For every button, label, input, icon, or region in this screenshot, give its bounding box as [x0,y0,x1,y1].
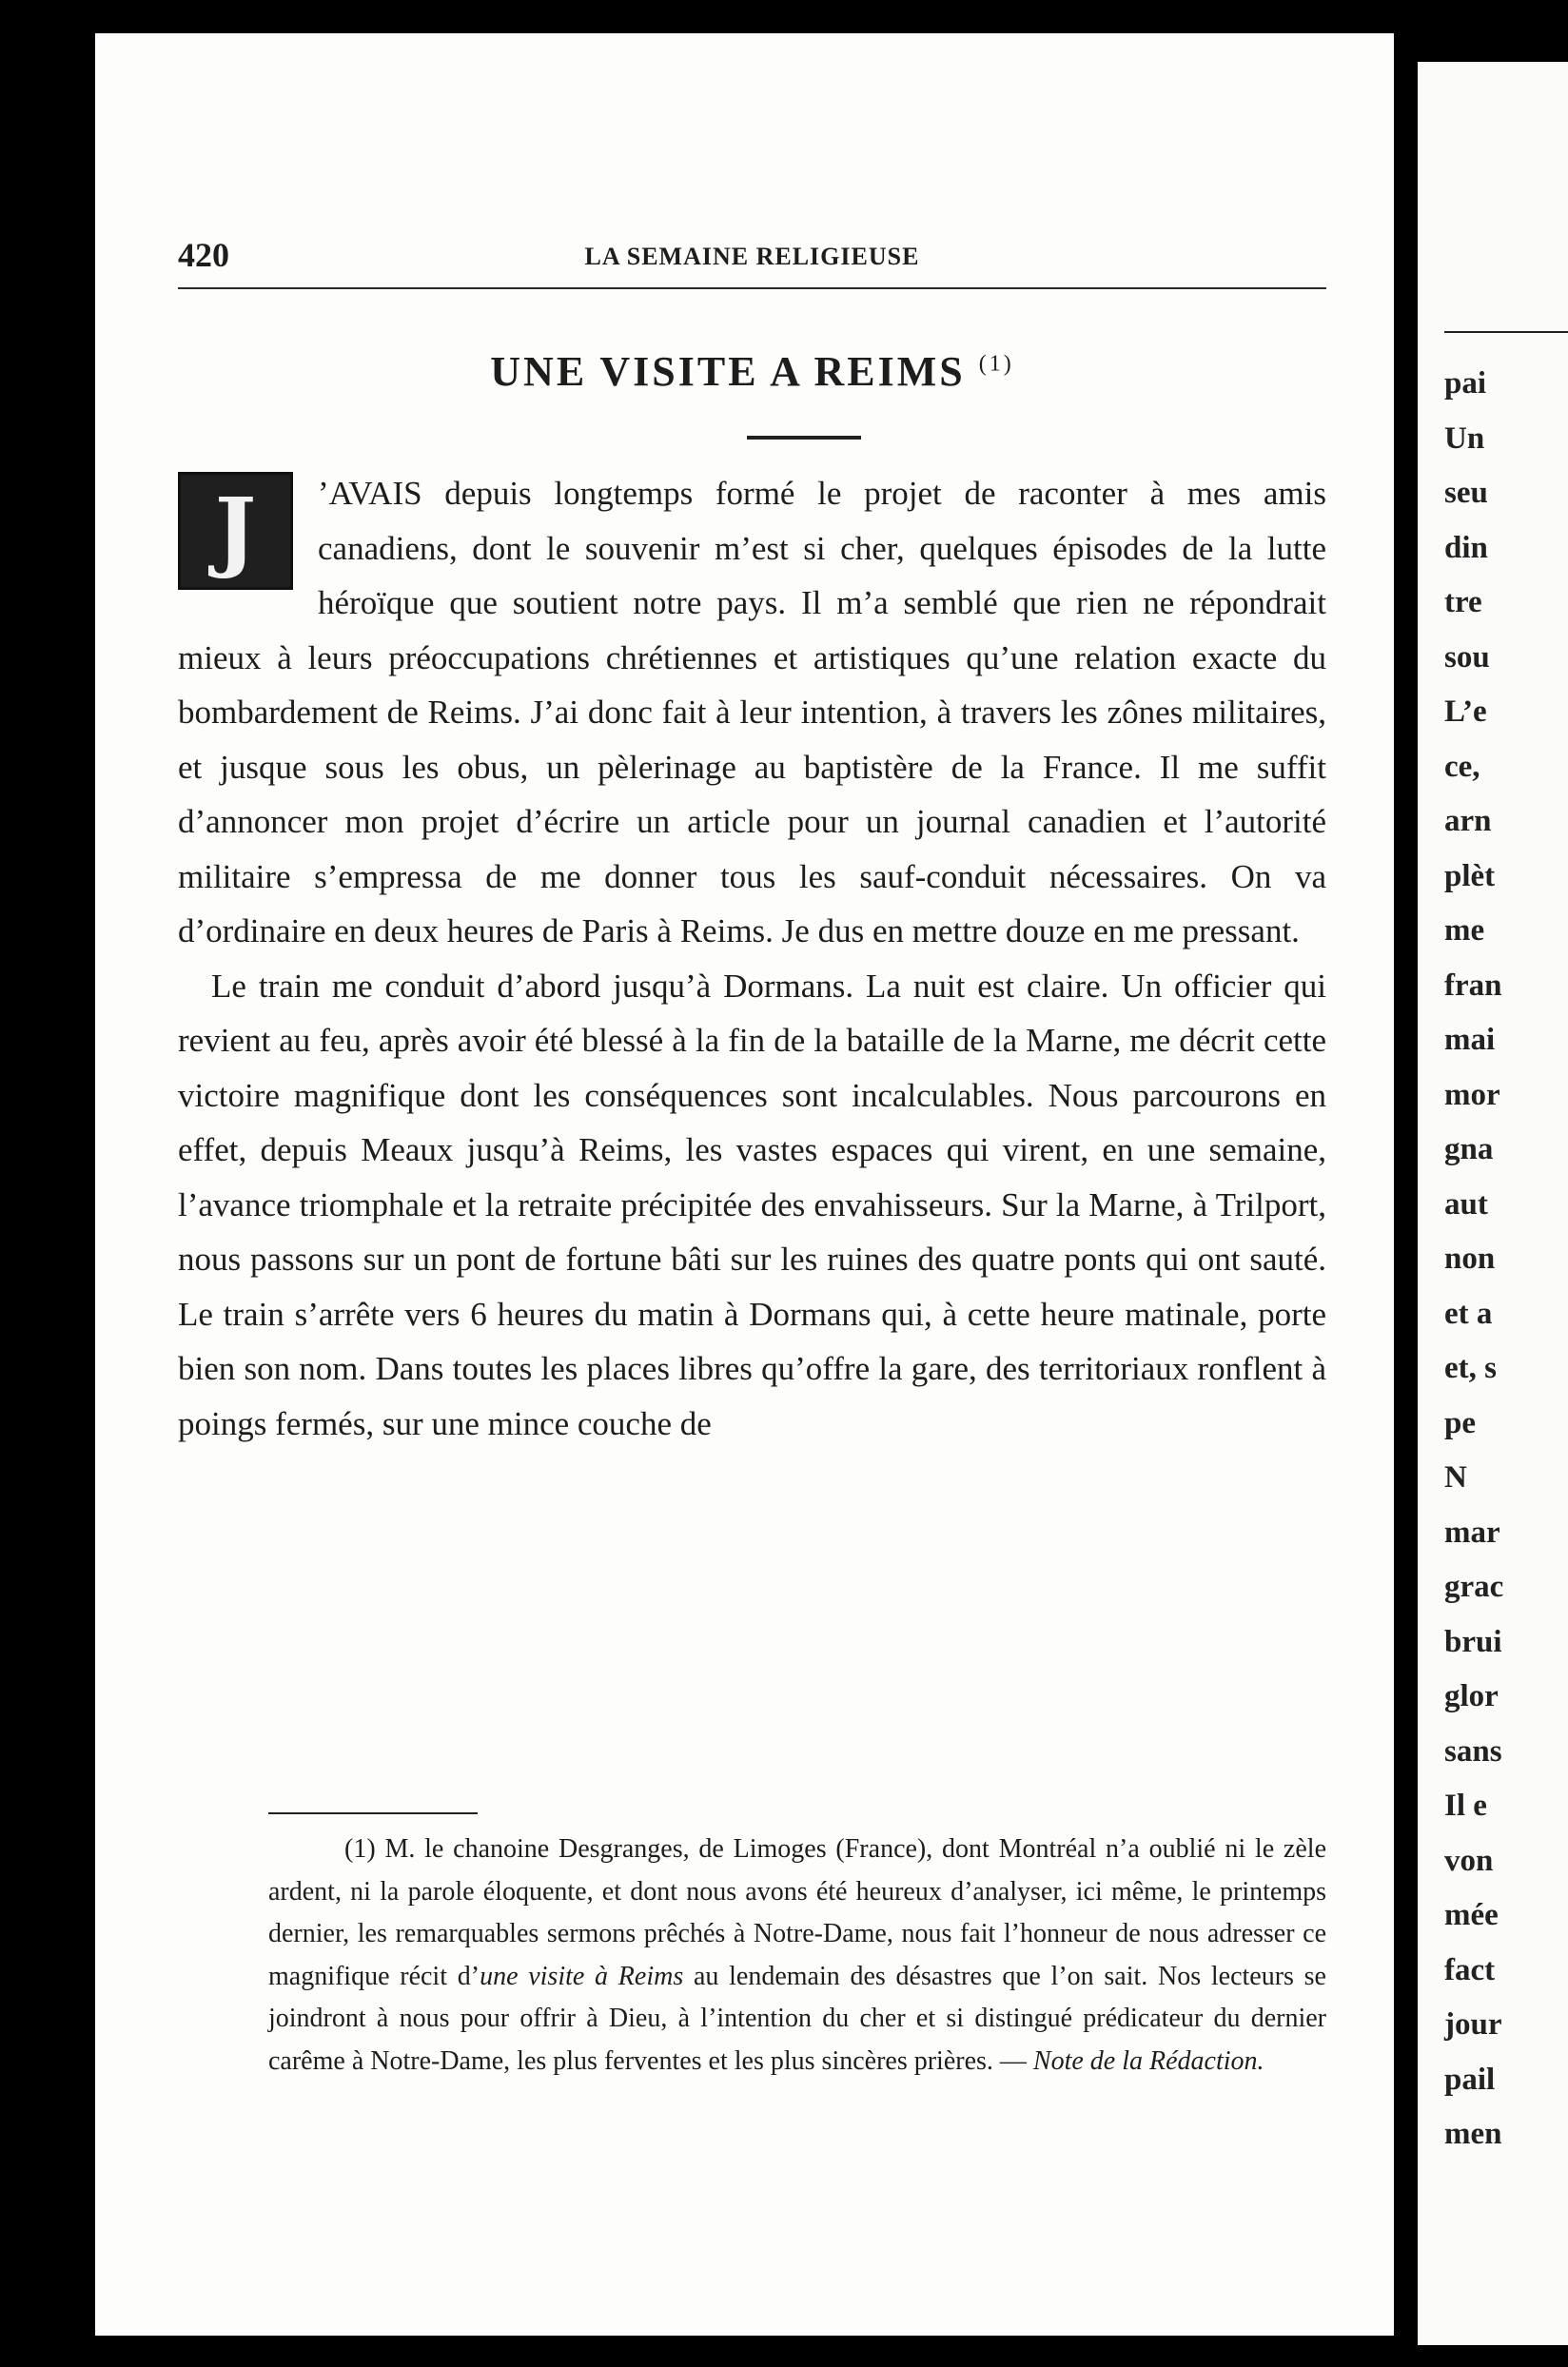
footnote-text-before: M. le chanoine Desgranges, de Limoges (France), dont Montréal n’a oublié ni le zèle ardent, ni la parole éloquente, et dont nous avons été heureux d’analyser, ici même, le printemps dernier, les remarquables sermons prêchés à Notre-Dame, nous fait l’honneur de nous adresser ce magnifique récit d’ [268,1834,1326,1991]
footnote-divider [268,1812,478,1814]
facing-line: brui [1444,1624,1502,1659]
ornamental-initial [178,472,293,590]
facing-line: sans [1444,1733,1502,1769]
facing-line: jour [1444,2007,1502,2042]
facing-line: aut [1444,1186,1488,1222]
footnote-italic-title: une visite à Reims [480,1961,684,1991]
footnote-text-after: au lendemain des désastres que l’on sait. Nos lecteurs se joindront à nous pour offrir à Dieu, à l’intention du cher et si distingué prédicateur du dernier carême à Notre-Dame, les plus ferventes et les plus sincères prières. — [268,1961,1326,2076]
facing-line: et a [1444,1296,1493,1331]
facing-line: plèt [1444,858,1496,893]
facing-line: pe [1444,1405,1476,1440]
facing-line: ce, [1444,749,1480,784]
facing-header-rule [1444,331,1568,333]
paragraph-1 [178,466,1326,959]
facing-page-text [1444,357,1503,2162]
article-title-text: UNE VISITE A REIMS [490,348,966,395]
footnote-signature: Note de la Rédaction. [1032,2045,1264,2076]
facing-line: et, s [1444,1351,1497,1385]
facing-line: L’e [1444,694,1487,729]
facing-line: von [1444,1843,1494,1878]
page-header [178,235,1326,289]
facing-line: men [1444,2117,1502,2151]
facing-line: arn [1444,804,1492,838]
facing-line: non [1444,1242,1496,1276]
running-head: LA SEMAINE RELIGIEUSE [584,243,920,270]
facing-line: mor [1444,1077,1500,1112]
initial-letter: J [214,479,257,582]
facing-line: fact [1444,1952,1496,1987]
footnote [268,1829,1326,2083]
facing-line: seu [1444,476,1488,510]
facing-line: mai [1444,1023,1496,1057]
facing-line: sou [1444,639,1490,675]
facing-line: glor [1444,1679,1499,1713]
facing-line: tre [1444,585,1482,619]
facing-page-edge [1418,62,1568,2345]
footnote-reference: (1) [978,351,1014,377]
page-number: 420 [178,236,229,274]
facing-line: me [1444,913,1485,948]
facing-line: din [1444,530,1488,565]
article-title [178,347,1326,396]
facing-line: mée [1444,1898,1499,1932]
facing-line: Un [1444,421,1485,456]
title-divider [747,436,861,440]
facing-line: mar [1444,1515,1500,1550]
facing-line: Il e [1444,1789,1487,1823]
facing-line: pail [1444,2062,1496,2097]
paragraph-2: Le train me conduit d’abord jusqu’à Dormans. La nuit est claire. Un officier qui revient au feu, après avoir été blessé à la fin de la bataille de la Marne, me décrit cette victoire magnifique dont les conséquences sont incalculables. Nous parcourons en effet, depuis Meaux jusqu’à Reims, les vastes espaces qui virent, en une semaine, l’avance triomphale et la retraite précipitée des envahisseurs. Sur la Marne, à Trilport, nous passons sur un pont de fortune bâti sur les ruines des quatre ponts qui ont sauté. Le train s’arrête vers 6 heures du matin à Dormans qui, à cette heure matinale, porte bien son nom. Dans toutes les places libres qu’offre la gare, des territoriaux ronflent à poings fermés, sur une mince couche de [178,967,1326,1442]
facing-line: fran [1444,968,1502,1003]
facing-line: N [1444,1460,1467,1495]
facing-line: pai [1444,366,1487,401]
facing-line: gna [1444,1132,1494,1166]
paragraph-1-text: ’AVAIS depuis longtemps formé le projet de raconter à mes amis canadiens, dont le souvenir m’est si cher, quelques épisodes de la lutte héroïque que soutient notre pays. Il m’a semblé que rien ne répondrait mieux à leurs préoccupations chrétiennes et artistiques qu’une relation exacte du bombardement de Reims. J’ai donc fait à leur intention, à travers les zônes militaires, et jusque sous les obus, un pèlerinage au baptistère de la France. Il me suffit d’annoncer mon projet d’écrire un article pour un journal canadien et l’autorité militaire s’empressa de me donner tous les sauf-conduit nécessaires. On va d’ordinaire en deux heures de Paris à Reims. Je dus en mettre douze en me pressant. [178,475,1326,949]
footnote-number: (1) [344,1834,376,1864]
article-body [178,466,1326,1451]
facing-line: grac [1444,1570,1504,1604]
